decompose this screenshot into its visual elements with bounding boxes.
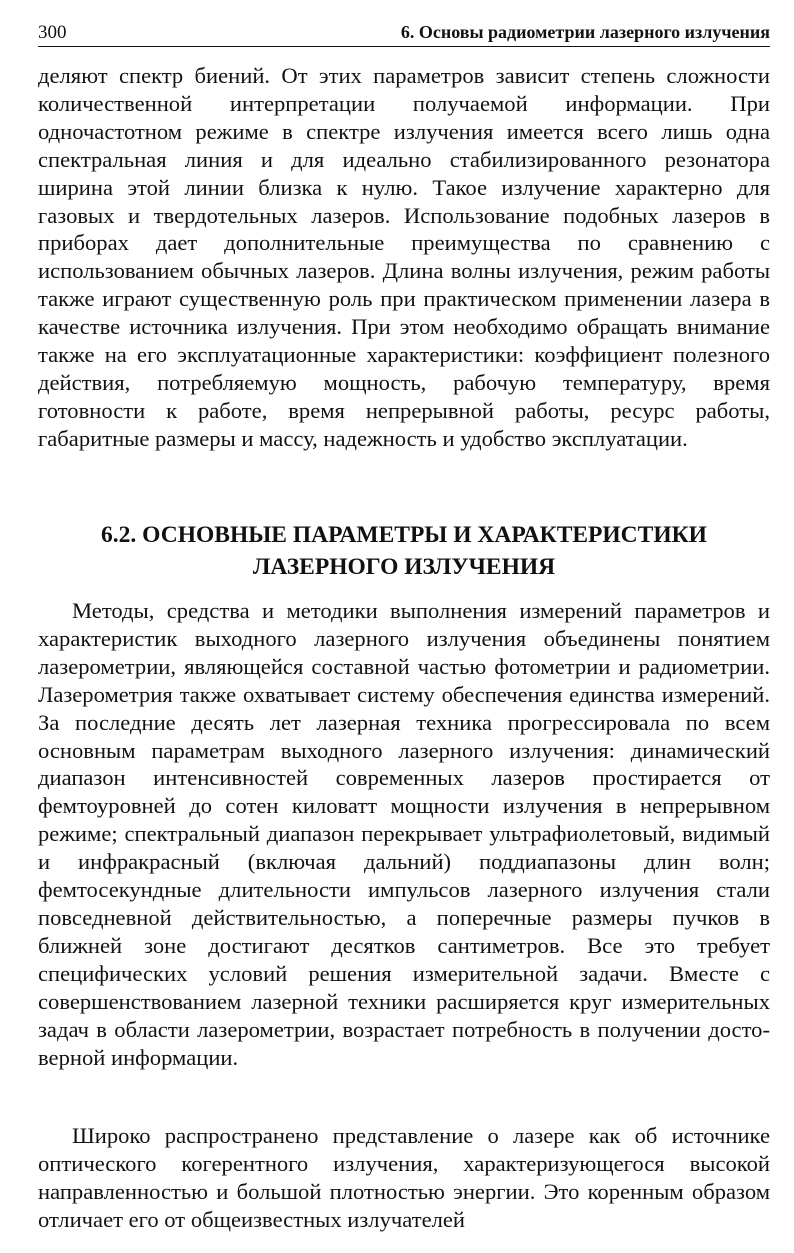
paragraph-1: деляют спектр биений. От этих параметров зависит степень сложности количественной интерпретации получаемой информации. При одночастотном режиме в спектре излучения имеется всего лишь одна спектральная линия и для идеально стабилизированного резонатора ширина этой линии близка к нулю. Такое излучение характерно для газовых и твердотельных лазеров. Использование подобных лазеров в приборах дает дополнительные преимущества по сравнению с использованием обычных лазеров. Длина волны излучения, режим работы также играют существенную роль при практическом применении лазера в качестве источника излучения. При этом необходимо обращать внимание также на его эксплуатационные характеристики: коэффициент полезного действия, потребляемую мощность, рабочую температуру, время готовности к работе, время непрерывной работы, ресурс работы, габаритные размеры и массу, надежность и удобство эксплуатации.	[38, 63, 770, 451]
running-header	[38, 20, 770, 47]
paragraph-3: Широко распространено представление о лазере как об источнике оптического когерентного излучения, характеризующегося высокой направленностью и большой плотностью энергии. Это коренным образом отличает его от общеизвестных излучателей	[38, 1123, 770, 1232]
book-page	[38, 0, 770, 1253]
page-number: 300	[38, 22, 67, 43]
section-heading: 6.2. ОСНОВНЫЕ ПАРАМЕТРЫ И ХАРАКТЕРИСТИКИ ЛАЗЕРНОГО ИЗЛУЧЕНИЯ	[101, 522, 707, 580]
paragraph-2: Методы, средства и методики выполнения измерений параметров и характеристик выходного лазерного излучения объединены понятием лазерометрии, являющейся составной частью фотометрии и радиометрии. Лазерометрия также охватывает систему обеспечения единства измерений. За последние десять лет лазерная техника прогрессировала по всем основным параметрам выходного лазерного излучения: динамический диапазон интенсивностей современных лазеров простирается от фемтоуровней до сотен киловатт мощности излучения в непрерывном режиме; спектральный диапазон перекрывает ультрафиолетовый, видимый и инфракрасный (включая дальний) поддиапазоны длин волн; фемтосекундные длительности импульсов лазерного излучения стали повседневной действительностью, а поперечные размеры пучков в ближней зоне достигают десятков сантиметров. Все это требует специфических условий решения измерительной задачи. Вместе с совершенствованием лазерной техники расширяется круг измерительных задач в области лазерометрии, возрастает потребность в получении достоверной информации.	[38, 598, 770, 1070]
chapter-title: 6. Основы радиометрии лазерного излучения	[400, 22, 770, 42]
